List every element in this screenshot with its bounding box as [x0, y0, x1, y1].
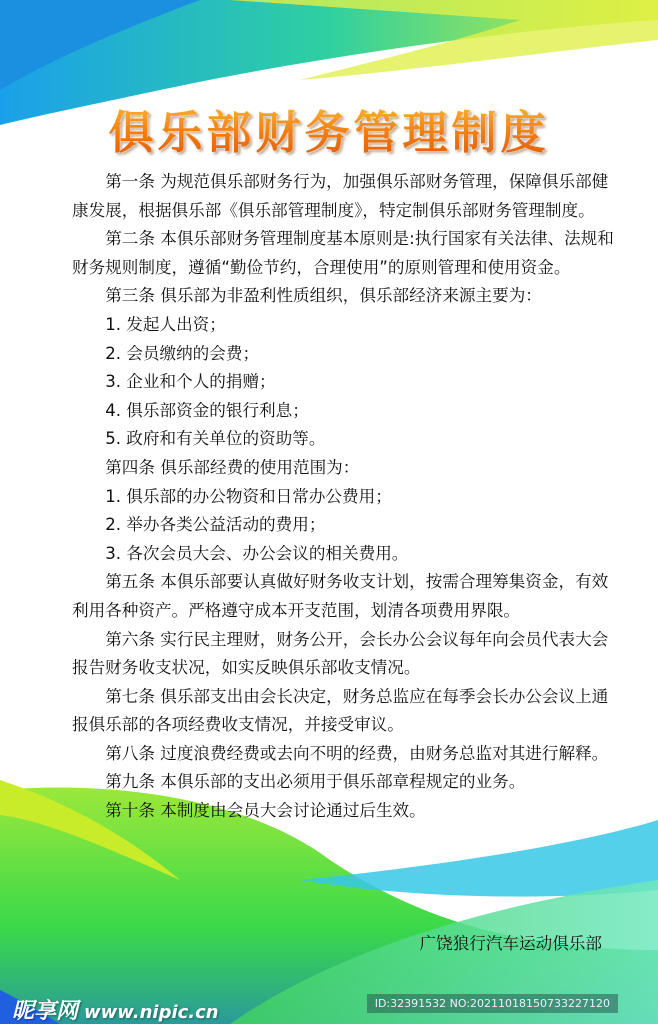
- article-3: 第三条 俱乐部为非盈利性质组织，俱乐部经济来源主要为：: [105, 286, 542, 306]
- page-title: 俱乐部财务管理制度: [0, 96, 658, 161]
- list-item: 3. 各次会员大会、办公会议的相关费用。: [105, 543, 409, 563]
- signature: 广饶狼行汽车运动俱乐部: [419, 934, 602, 953]
- list-item: 3. 企业和个人的捐赠；: [105, 372, 276, 392]
- article-8: 第八条 过度浪费经费或去向不明的经费，由财务总监对其进行解释。: [105, 743, 609, 763]
- list-item: 2. 会员缴纳的会费；: [105, 343, 260, 363]
- watermark-logo: [12, 994, 219, 1025]
- article-4: 第四条 俱乐部经费的使用范围为：: [105, 457, 360, 477]
- article-6: 第六条 实行民主理财，财务公开，会长办公会议每年向会员代表大会报告财务收支状况，如实反映俱乐部收支情况。: [72, 629, 609, 678]
- regulation-body: [72, 168, 624, 826]
- list-item: 1. 发起人出资；: [105, 314, 226, 334]
- article-10: 第十条 本制度由会员大会讨论通过后生效。: [105, 801, 426, 821]
- list-item: 1. 俱乐部的办公物资和日常办公费用；: [105, 486, 392, 506]
- article-9: 第九条 本俱乐部的支出必须用于俱乐部章程规定的业务。: [105, 772, 526, 792]
- image-id-label: ID:32391532 NO:20211018150733227120: [367, 994, 618, 1013]
- list-item: 4. 俱乐部资金的银行利息；: [105, 400, 309, 420]
- article-2: 第二条 本俱乐部财务管理制度基本原则是:执行国家有关法律、法规和财务规则制度，遵循“勤俭节约，合理使用”的原则管理和使用资金。: [72, 229, 614, 277]
- list-item: 5. 政府和有关单位的资助等。: [105, 429, 326, 449]
- watermark-url: www.nipic.cn: [84, 1002, 219, 1023]
- article-1: 第一条 为规范俱乐部财务行为，加强俱乐部财务管理，保障俱乐部健康发展，根据俱乐部《俱乐部管理制度》，特定制俱乐部财务管理制度。: [72, 172, 609, 220]
- watermark-logo-text: 昵享网: [12, 999, 79, 1024]
- article-7: 第七条 俱乐部支出由会长决定，财务总监应在每季会长办公会议上通报俱乐部的各项经费收支情况，并接受审议。: [72, 686, 609, 735]
- list-item: 2. 举办各类公益活动的费用；: [105, 515, 326, 535]
- article-5: 第五条 本俱乐部要认真做好财务收支计划，按需合理筹集资金，有效利用各种资产。严格遵守成本开支范围，划清各项费用界限。: [72, 572, 609, 620]
